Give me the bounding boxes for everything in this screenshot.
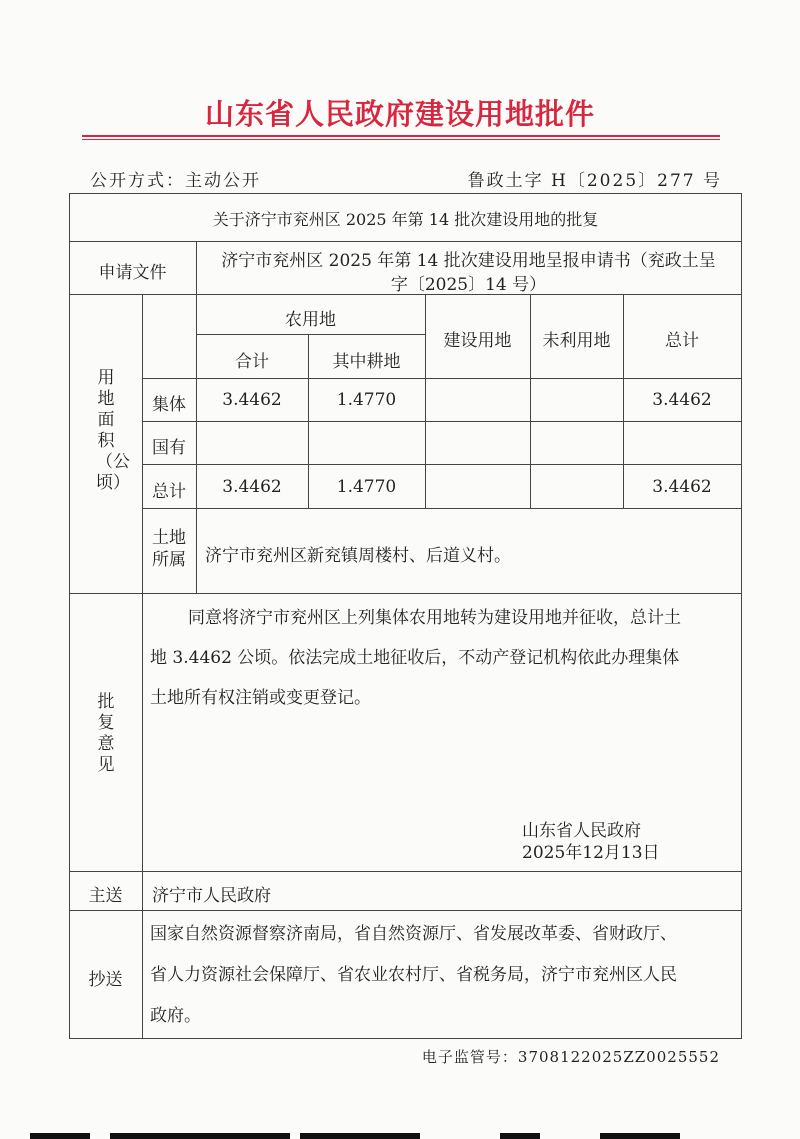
cc-line-3: 政府。 <box>150 1006 201 1026</box>
main-recipient: 济宁市人民政府 <box>152 886 271 906</box>
signer: 山东省人民政府 <box>522 821 641 841</box>
disclosure-method: 公开方式：主动公开 <box>90 171 261 191</box>
row-label: 集体 <box>152 395 186 415</box>
cc-line-2: 省人力资源社会保障厅、省农业农村厅、省税务局，济宁市兖州区人民 <box>150 965 677 985</box>
cc-label: 抄送 <box>88 970 123 990</box>
opinion-line-3: 土地所有权注销或变更登记。 <box>150 688 371 708</box>
col-cultivated: 其中耕地 <box>332 352 401 372</box>
approval-heading: 关于济宁市兖州区 2025 年第 14 批次建设用地的批复 <box>212 210 599 229</box>
application-line-1: 济宁市兖州区 2025 年第 14 批次建设用地呈报申请书（兖政土呈 <box>221 251 716 271</box>
title-rule-thick <box>82 135 720 137</box>
row-total: 3.4462 <box>652 477 712 497</box>
title-rule-thin <box>82 139 720 140</box>
scan-edge-mark <box>30 1133 90 1139</box>
document-title: 山东省人民政府建设用地批件 <box>204 97 595 131</box>
ownership-label: 土地所属 <box>152 528 186 570</box>
application-label: 申请文件 <box>98 263 167 283</box>
scan-edge-mark <box>500 1133 540 1139</box>
cc-line-1: 国家自然资源督察济南局，省自然资源厅、省发展改革委、省财政厅、 <box>150 924 677 944</box>
scan-edge-mark <box>600 1133 680 1139</box>
application-line-2: 字〔2025〕14 号） <box>390 275 547 295</box>
opinion-line-2: 地 3.4462 公顷。依法完成土地征收后，不动产登记机构依此办理集体 <box>150 648 680 668</box>
col-farmland: 农用地 <box>285 310 336 330</box>
opinion-label: 批复意见 <box>97 692 115 775</box>
opinion-line-1: 同意将济宁市兖州区上列集体农用地转为建设用地并征收，总计土 <box>188 608 681 628</box>
scan-edge-mark <box>110 1133 290 1139</box>
col-subtotal: 合计 <box>235 352 269 372</box>
row-label: 总计 <box>152 482 186 502</box>
row-subtotal: 3.4462 <box>222 477 282 497</box>
document-number: 鲁政土字 H〔2025〕277 号 <box>467 171 722 191</box>
row-total: 3.4462 <box>652 390 712 410</box>
row-subtotal: 3.4462 <box>222 390 282 410</box>
col-unused: 未利用地 <box>542 331 611 351</box>
ownership-value: 济宁市兖州区新兖镇周楼村、后道义村。 <box>205 546 511 566</box>
row-cultivated: 1.4770 <box>336 390 397 410</box>
row-label: 国有 <box>152 438 186 458</box>
area-label: 用地面积（公顷） <box>96 368 130 493</box>
col-construction: 建设用地 <box>443 331 512 351</box>
main-recipient-label: 主送 <box>88 886 123 906</box>
col-total: 总计 <box>665 331 699 351</box>
sign-date: 2025年12月13日 <box>522 843 660 863</box>
scan-edge-mark <box>300 1133 420 1139</box>
row-cultivated: 1.4770 <box>336 477 397 497</box>
supervision-code: 电子监管号：3708122025ZZ0025552 <box>421 1048 720 1066</box>
